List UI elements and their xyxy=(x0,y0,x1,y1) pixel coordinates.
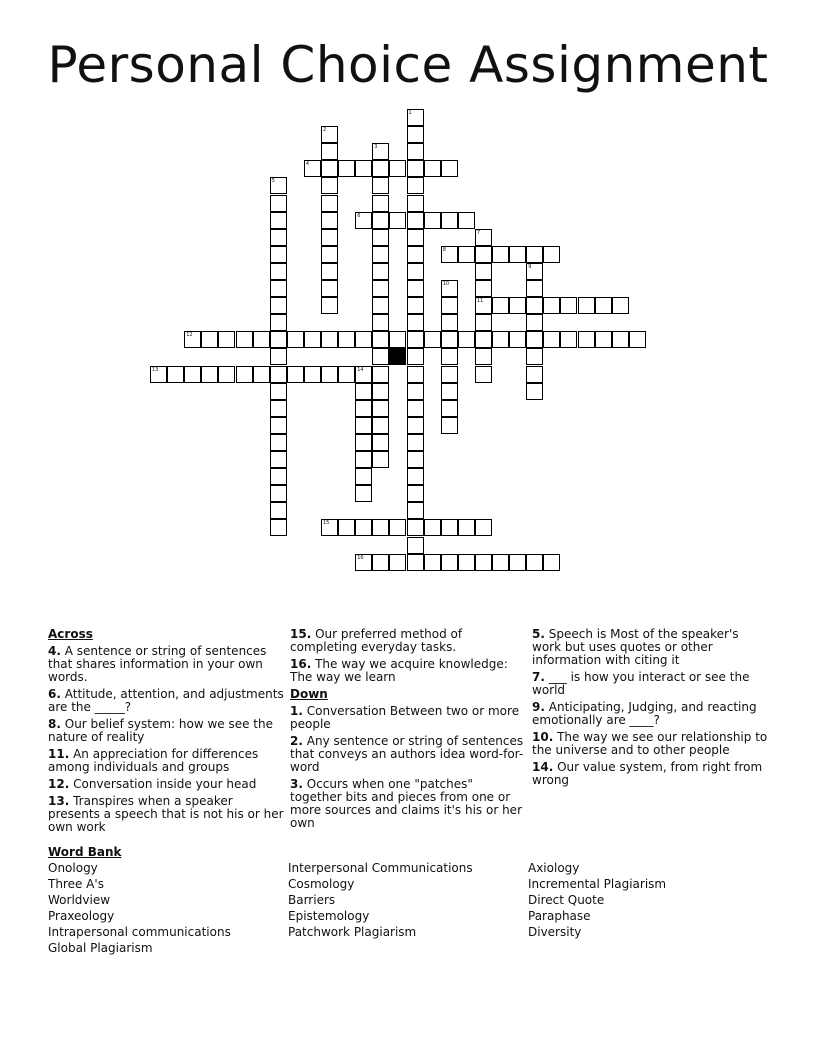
crossword-cell[interactable] xyxy=(236,366,253,383)
clues-column-1 xyxy=(48,628,284,838)
crossword-cell[interactable] xyxy=(407,195,424,212)
crossword-cell[interactable] xyxy=(372,554,389,571)
crossword-cell[interactable] xyxy=(543,331,560,348)
crossword-cell[interactable] xyxy=(372,434,389,451)
crossword-cell[interactable] xyxy=(270,280,287,297)
crossword-cell[interactable] xyxy=(509,297,526,314)
crossword-cell[interactable] xyxy=(321,331,338,348)
crossword-cell[interactable] xyxy=(355,468,372,485)
word-bank-heading: Word Bank xyxy=(48,845,122,859)
crossword-cell[interactable] xyxy=(441,314,458,331)
crossword-cell[interactable] xyxy=(458,519,475,536)
crossword-cell[interactable] xyxy=(441,383,458,400)
crossword-cell[interactable] xyxy=(338,519,355,536)
crossword-cell[interactable] xyxy=(321,229,338,246)
crossword-cell[interactable] xyxy=(475,554,492,571)
crossword-cell[interactable] xyxy=(167,366,184,383)
clue-down-5: 5. Speech is Most of the speaker's work but uses quotes or other information with citing it xyxy=(532,627,739,667)
crossword-cell[interactable] xyxy=(184,331,201,348)
word-bank-item: Patchwork Plagiarism xyxy=(288,925,417,939)
crossword-cell[interactable] xyxy=(475,519,492,536)
word-bank-item: Incremental Plagiarism xyxy=(528,877,667,891)
crossword-cell[interactable] xyxy=(407,263,424,280)
crossword-cell[interactable] xyxy=(526,348,543,365)
clue-across-15: 15. Our preferred method of completing everyday tasks. xyxy=(290,627,463,654)
crossword-cell[interactable] xyxy=(218,331,235,348)
clue-across-8: 8. Our belief system: how we see the nature of reality xyxy=(48,717,273,744)
word-bank-item: Worldview xyxy=(48,893,111,907)
crossword-cell[interactable] xyxy=(355,417,372,434)
clue-across-6: 6. Attitude, attention, and adjustments are the _____? xyxy=(48,687,284,714)
cell-number: 16 xyxy=(357,554,364,561)
crossword-cell[interactable] xyxy=(287,366,304,383)
crossword-cell[interactable] xyxy=(389,212,406,229)
word-bank-item: Paraphase xyxy=(528,909,591,923)
crossword-cell[interactable] xyxy=(372,366,389,383)
crossword-cell[interactable] xyxy=(389,331,406,348)
crossword-cell[interactable] xyxy=(321,177,338,194)
crossword-cell[interactable] xyxy=(304,331,321,348)
crossword-cell[interactable] xyxy=(270,297,287,314)
crossword-cell[interactable] xyxy=(321,297,338,314)
word-bank-item: Diversity xyxy=(528,925,582,939)
crossword-cell[interactable] xyxy=(150,366,167,383)
crossword-cell[interactable] xyxy=(475,314,492,331)
crossword-cell[interactable] xyxy=(475,297,492,314)
crossword-cell[interactable] xyxy=(526,554,543,571)
crossword-cell[interactable] xyxy=(407,468,424,485)
crossword-cell[interactable] xyxy=(389,519,406,536)
word-bank-item: Interpersonal Communications xyxy=(288,861,473,875)
crossword-cell[interactable] xyxy=(407,485,424,502)
clue-down-10: 10. The way we see our relationship to the universe and to other people xyxy=(532,730,768,757)
word-bank-item: Direct Quote xyxy=(528,893,605,907)
crossword-cell[interactable] xyxy=(372,229,389,246)
crossword-cell[interactable] xyxy=(407,246,424,263)
clue-across-11: 11. An appreciation for differences among individuals and groups xyxy=(48,747,259,774)
cell-number: 15 xyxy=(323,520,330,527)
clue-across-12: 12. Conversation inside your head xyxy=(48,777,257,791)
crossword-cell[interactable] xyxy=(389,554,406,571)
crossword-cell[interactable] xyxy=(475,280,492,297)
crossword-cell[interactable] xyxy=(407,109,424,126)
crossword-cell[interactable] xyxy=(441,366,458,383)
clue-down-2: 2. Any sentence or string of sentences that conveys an authors idea word-for-word xyxy=(290,734,524,774)
crossword-cell[interactable] xyxy=(355,400,372,417)
crossword-cell[interactable] xyxy=(372,348,389,365)
crossword-cell[interactable] xyxy=(526,297,543,314)
clue-down-9: 9. Anticipating, Judging, and reacting emotionally are ____? xyxy=(532,700,757,727)
crossword-cell[interactable] xyxy=(372,177,389,194)
crossword-cell[interactable] xyxy=(424,331,441,348)
crossword-cell[interactable] xyxy=(407,280,424,297)
crossword-cell[interactable] xyxy=(321,263,338,280)
crossword-cell[interactable] xyxy=(321,519,338,536)
cell-number: 14 xyxy=(357,366,364,373)
crossword-cell[interactable] xyxy=(407,143,424,160)
cell-number: 13 xyxy=(152,366,159,373)
crossword-cell[interactable] xyxy=(338,331,355,348)
cell-number: 6 xyxy=(357,212,361,219)
crossword-cell[interactable] xyxy=(492,554,509,571)
word-bank-column-2 xyxy=(288,860,473,940)
crossword-cell[interactable] xyxy=(441,554,458,571)
blocked-cell xyxy=(389,348,406,365)
crossword-cell[interactable] xyxy=(407,366,424,383)
crossword-cell[interactable] xyxy=(321,246,338,263)
crossword-cell[interactable] xyxy=(526,331,543,348)
crossword-cell[interactable] xyxy=(424,519,441,536)
crossword-cell[interactable] xyxy=(372,160,389,177)
crossword-cell[interactable] xyxy=(441,417,458,434)
crossword-cell[interactable] xyxy=(407,554,424,571)
word-bank-item: Three A's xyxy=(48,877,104,891)
crossword-cell[interactable] xyxy=(389,160,406,177)
cell-number: 1 xyxy=(408,110,412,116)
crossword-cell[interactable] xyxy=(475,331,492,348)
crossword-cell[interactable] xyxy=(543,246,560,263)
crossword-cell[interactable] xyxy=(441,212,458,229)
crossword-cell[interactable] xyxy=(407,519,424,536)
crossword-cell[interactable] xyxy=(612,331,629,348)
crossword-cell[interactable] xyxy=(304,366,321,383)
crossword-cell[interactable] xyxy=(270,177,287,194)
crossword-cell[interactable] xyxy=(270,519,287,536)
crossword-cell[interactable] xyxy=(355,485,372,502)
crossword-cell[interactable] xyxy=(270,212,287,229)
crossword-cell[interactable] xyxy=(372,195,389,212)
crossword-cell[interactable] xyxy=(372,314,389,331)
crossword-cell[interactable] xyxy=(355,331,372,348)
crossword-cell[interactable] xyxy=(270,229,287,246)
crossword-cell[interactable] xyxy=(338,160,355,177)
crossword-cell[interactable] xyxy=(424,554,441,571)
crossword-cell[interactable] xyxy=(270,331,287,348)
crossword-cell[interactable] xyxy=(475,263,492,280)
cell-number: 10 xyxy=(442,281,450,287)
crossword-cell[interactable] xyxy=(407,297,424,314)
crossword-cell[interactable] xyxy=(560,297,577,314)
crossword-cell[interactable] xyxy=(595,331,612,348)
crossword-cell[interactable] xyxy=(407,331,424,348)
crossword-cell[interactable] xyxy=(441,331,458,348)
crossword-cell[interactable] xyxy=(355,451,372,468)
crossword-cell[interactable] xyxy=(441,246,458,263)
crossword-cell[interactable] xyxy=(441,400,458,417)
crossword-cell[interactable] xyxy=(321,143,338,160)
crossword-cell[interactable] xyxy=(355,366,372,383)
crossword-cell[interactable] xyxy=(321,280,338,297)
cell-number: 4 xyxy=(305,161,310,168)
crossword-cell[interactable] xyxy=(407,417,424,434)
clue-down-14: 14. Our value system, from right from wrong xyxy=(532,760,763,787)
crossword-cell[interactable] xyxy=(270,400,287,417)
crossword-cell[interactable] xyxy=(270,246,287,263)
crossword-cell[interactable] xyxy=(184,366,201,383)
crossword-cell[interactable] xyxy=(372,263,389,280)
crossword-cell[interactable] xyxy=(407,126,424,143)
crossword-cell[interactable] xyxy=(355,519,372,536)
crossword-cell[interactable] xyxy=(201,366,218,383)
crossword-cell[interactable] xyxy=(372,451,389,468)
crossword-cell[interactable] xyxy=(355,383,372,400)
crossword-cell[interactable] xyxy=(560,331,577,348)
crossword-cell[interactable] xyxy=(441,280,458,297)
crossword-cell[interactable] xyxy=(372,297,389,314)
crossword-cell[interactable] xyxy=(321,126,338,143)
crossword-cell[interactable] xyxy=(270,263,287,280)
clue-down-7: 7. ___ is how you interact or see the world xyxy=(532,670,750,697)
cell-number: 5 xyxy=(271,178,275,185)
word-bank-item: Axiology xyxy=(528,861,580,875)
crossword-cell[interactable] xyxy=(509,246,526,263)
crossword-cell[interactable] xyxy=(475,246,492,263)
crossword-cell[interactable] xyxy=(355,212,372,229)
clues-column-2 xyxy=(290,628,526,834)
word-bank-item: Epistemology xyxy=(288,909,370,923)
crossword-cell[interactable] xyxy=(578,331,595,348)
crossword-cell[interactable] xyxy=(270,451,287,468)
crossword-cell[interactable] xyxy=(492,297,509,314)
clue-across-13: 13. Transpires when a speaker presents a speech that is not his or her own work xyxy=(48,794,284,834)
crossword-cell[interactable] xyxy=(270,383,287,400)
crossword-cell[interactable] xyxy=(407,314,424,331)
crossword-cell[interactable] xyxy=(509,331,526,348)
crossword-cell[interactable] xyxy=(424,160,441,177)
word-bank-item: Barriers xyxy=(288,893,336,907)
word-bank-column-1 xyxy=(48,844,231,956)
cell-number: 12 xyxy=(186,332,193,339)
crossword-cell[interactable] xyxy=(526,280,543,297)
crossword-cell[interactable] xyxy=(407,177,424,194)
cell-number: 7 xyxy=(476,229,481,236)
crossword-cell[interactable] xyxy=(475,229,492,246)
crossword-cell[interactable] xyxy=(407,212,424,229)
crossword-cell[interactable] xyxy=(543,554,560,571)
crossword-cell[interactable] xyxy=(526,246,543,263)
word-bank-item: Onology xyxy=(48,861,98,875)
crossword-cell[interactable] xyxy=(270,314,287,331)
crossword-cell[interactable] xyxy=(270,434,287,451)
crossword-cell[interactable] xyxy=(475,348,492,365)
crossword-cell[interactable] xyxy=(458,331,475,348)
clue-down-1: 1. Conversation Between two or more people xyxy=(290,704,520,731)
cell-number: 3 xyxy=(374,144,378,151)
crossword-cell[interactable] xyxy=(372,331,389,348)
word-bank-item: Global Plagiarism xyxy=(48,941,153,955)
cell-number: 8 xyxy=(442,246,446,253)
crossword-cell[interactable] xyxy=(543,297,560,314)
crossword-cell[interactable] xyxy=(407,160,424,177)
crossword-cell[interactable] xyxy=(270,348,287,365)
crossword-cell[interactable] xyxy=(629,331,646,348)
crossword-cell[interactable] xyxy=(441,297,458,314)
crossword-cell[interactable] xyxy=(321,212,338,229)
crossword-cell[interactable] xyxy=(270,195,287,212)
crossword-cell[interactable] xyxy=(407,348,424,365)
crossword-cell[interactable] xyxy=(372,143,389,160)
crossword-cell[interactable] xyxy=(321,160,338,177)
crossword-cell[interactable] xyxy=(509,554,526,571)
crossword-cell[interactable] xyxy=(407,434,424,451)
crossword-cell[interactable] xyxy=(253,331,270,348)
crossword-cell[interactable] xyxy=(595,297,612,314)
crossword-cell[interactable] xyxy=(372,417,389,434)
clue-across-4: 4. A sentence or string of sentences that shares information in your own words. xyxy=(48,644,267,684)
crossword-cell[interactable] xyxy=(287,331,304,348)
clue-down-3: 3. Occurs when one "patches" together bits and pieces from one or more sources and claims it's his or her own xyxy=(290,777,523,830)
crossword-cell[interactable] xyxy=(201,331,218,348)
crossword-cell[interactable] xyxy=(492,331,509,348)
crossword-cell[interactable] xyxy=(407,383,424,400)
crossword-cell[interactable] xyxy=(407,451,424,468)
cell-number: 11 xyxy=(476,298,484,305)
crossword-cell[interactable] xyxy=(372,400,389,417)
crossword-cell[interactable] xyxy=(612,297,629,314)
crossword-cell[interactable] xyxy=(321,366,338,383)
crossword-cell[interactable] xyxy=(407,229,424,246)
crossword-cell[interactable] xyxy=(458,246,475,263)
crossword-cell[interactable] xyxy=(372,519,389,536)
crossword-cell[interactable] xyxy=(441,348,458,365)
crossword-cell[interactable] xyxy=(526,263,543,280)
crossword-cell[interactable] xyxy=(441,160,458,177)
crossword-cell[interactable] xyxy=(407,400,424,417)
crossword-cell[interactable] xyxy=(407,537,424,554)
crossword-cell[interactable] xyxy=(492,246,509,263)
crossword-cell[interactable] xyxy=(355,160,372,177)
crossword-cell[interactable] xyxy=(407,502,424,519)
word-bank-item: Intrapersonal communications xyxy=(48,925,231,939)
crossword-cell[interactable] xyxy=(424,212,441,229)
crossword-cell[interactable] xyxy=(270,417,287,434)
crossword-cell[interactable] xyxy=(526,383,543,400)
crossword-cell[interactable] xyxy=(526,314,543,331)
crossword-cell[interactable] xyxy=(270,485,287,502)
word-bank-column-3 xyxy=(528,860,666,940)
crossword-cell[interactable] xyxy=(578,297,595,314)
crossword-cell[interactable] xyxy=(218,366,235,383)
crossword-cell[interactable] xyxy=(372,383,389,400)
crossword-cell[interactable] xyxy=(441,519,458,536)
word-bank-item: Praxeology xyxy=(48,909,115,923)
crossword-cell[interactable] xyxy=(355,434,372,451)
crossword-cell[interactable] xyxy=(526,366,543,383)
crossword-cell[interactable] xyxy=(253,366,270,383)
page-title: Personal Choice Assignment xyxy=(47,36,769,94)
crossword-cell[interactable] xyxy=(321,195,338,212)
crossword-cell[interactable] xyxy=(355,554,372,571)
cell-number: 2 xyxy=(323,127,327,134)
crossword-cell[interactable] xyxy=(475,366,492,383)
crossword-cell[interactable] xyxy=(458,212,475,229)
clue-across-16: 16. The way we acquire knowledge: The way we learn xyxy=(290,657,508,684)
word-bank-item: Cosmology xyxy=(288,877,355,891)
across-heading: Across xyxy=(48,627,93,641)
crossword-cell[interactable] xyxy=(372,212,389,229)
crossword-cell[interactable] xyxy=(372,280,389,297)
crossword-cell[interactable] xyxy=(458,554,475,571)
crossword-cell[interactable] xyxy=(338,366,355,383)
crossword-cell[interactable] xyxy=(270,366,287,383)
crossword-cell[interactable] xyxy=(304,160,321,177)
clues-column-3 xyxy=(532,628,768,791)
cell-number: 9 xyxy=(528,263,532,270)
crossword-cell[interactable] xyxy=(270,468,287,485)
crossword-cell[interactable] xyxy=(236,331,253,348)
crossword-cell[interactable] xyxy=(270,502,287,519)
down-heading: Down xyxy=(290,687,328,701)
crossword-cell[interactable] xyxy=(372,246,389,263)
